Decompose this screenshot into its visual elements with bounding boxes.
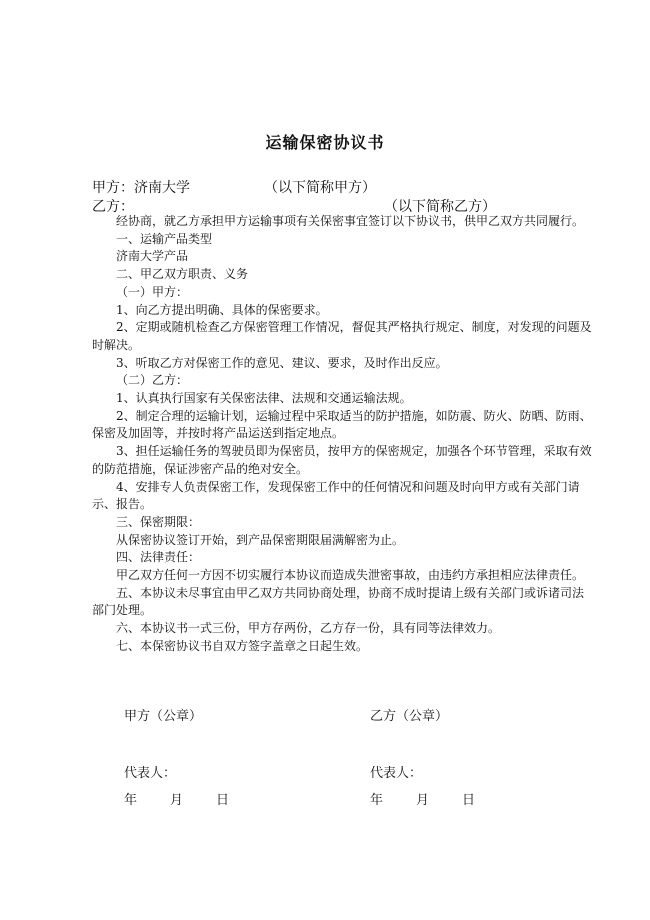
clause: 3、担任运输任务的驾驶员即为保密员，按甲方的保密规定，加强各个环节管理，采取有效的防范措施，保证涉密产品的绝对安全。 <box>92 444 592 476</box>
party-b-label: 乙方： <box>92 199 134 215</box>
date-day: 日 <box>216 793 230 808</box>
party-a-label: 甲方： <box>92 180 134 196</box>
paragraph: 六、本协议书一式三份，甲方存两份，乙方存一份，具有同等法律效力。 <box>116 621 501 636</box>
paragraph: 从保密协议签订开始，到产品保密期限届满解密为止。 <box>116 532 405 547</box>
paragraph: 济南大学产品 <box>116 249 189 264</box>
paragraph: 七、本保密协议书自双方签字盖章之日起生效。 <box>116 638 369 653</box>
contract-body <box>92 213 592 656</box>
clause: 4、安排专人负责保密工作，发现保密工作中的任何情况和问题及时向甲方或有关部门请示、报告。 <box>92 479 580 512</box>
document-title: 运输保密协议书 <box>265 133 385 152</box>
date-year: 年 <box>124 793 138 808</box>
paragraph: 甲乙双方任何一方因不切实履行本协议而造成失泄密事故，由违约方承担相应法律责任。 <box>116 568 585 583</box>
section-heading: 一、运输产品类型 <box>116 231 213 246</box>
date-year: 年 <box>370 793 384 808</box>
party-a-date <box>124 789 229 808</box>
party-b-note: （以下简称乙方） <box>384 199 496 215</box>
subsection-heading: （二）乙方： <box>116 373 189 388</box>
clause: 2、制定合理的运输计划，运输过程中采取适当的防护措施，如防震、防火、防晒、防雨、保密及加固等，并按时将产品运送到指定地点。 <box>92 408 592 441</box>
party-b-representative: 代表人： <box>370 766 423 781</box>
date-month: 月 <box>170 793 184 808</box>
section-heading: 二、甲乙双方职责、义务 <box>116 267 249 282</box>
party-a-representative: 代表人： <box>124 766 177 781</box>
date-month: 月 <box>416 793 430 808</box>
party-a-name: 济南大学 <box>134 180 190 196</box>
party-a-seal: 甲方（公章） <box>124 709 203 724</box>
clause: 2、定期或随机检查乙方保密管理工作情况，督促其严格执行规定、制度，对发现的问题及时解决。 <box>92 320 592 352</box>
paragraph: 五、本协议未尽事宜由甲乙双方共同协商处理，协商不成时提请上级有关部门或诉诸司法部门处理。 <box>92 585 585 618</box>
section-heading: 三、保密期限： <box>116 514 201 529</box>
clause: 3、听取乙方对保密工作的意见、建议、要求，及时作出反应。 <box>116 355 448 370</box>
party-b-seal: 乙方（公章） <box>370 709 449 724</box>
party-b-date <box>370 789 475 808</box>
clause: 1、向乙方提出明确、具体的保密要求。 <box>116 302 328 317</box>
intro-paragraph: 经协商，就乙方承担甲方运输事项有关保密事宜签订以下协议书，供甲乙双方共同履行。 <box>116 214 585 228</box>
section-heading: 四、法律责任： <box>116 550 201 565</box>
party-a-note: （以下简称甲方） <box>264 180 376 196</box>
clause: 1、认真执行国家有关保密法律、法规和交通运输法规。 <box>116 391 412 406</box>
party-a-line <box>92 177 376 197</box>
subsection-heading: （一）甲方： <box>116 284 189 299</box>
date-day: 日 <box>462 793 476 808</box>
